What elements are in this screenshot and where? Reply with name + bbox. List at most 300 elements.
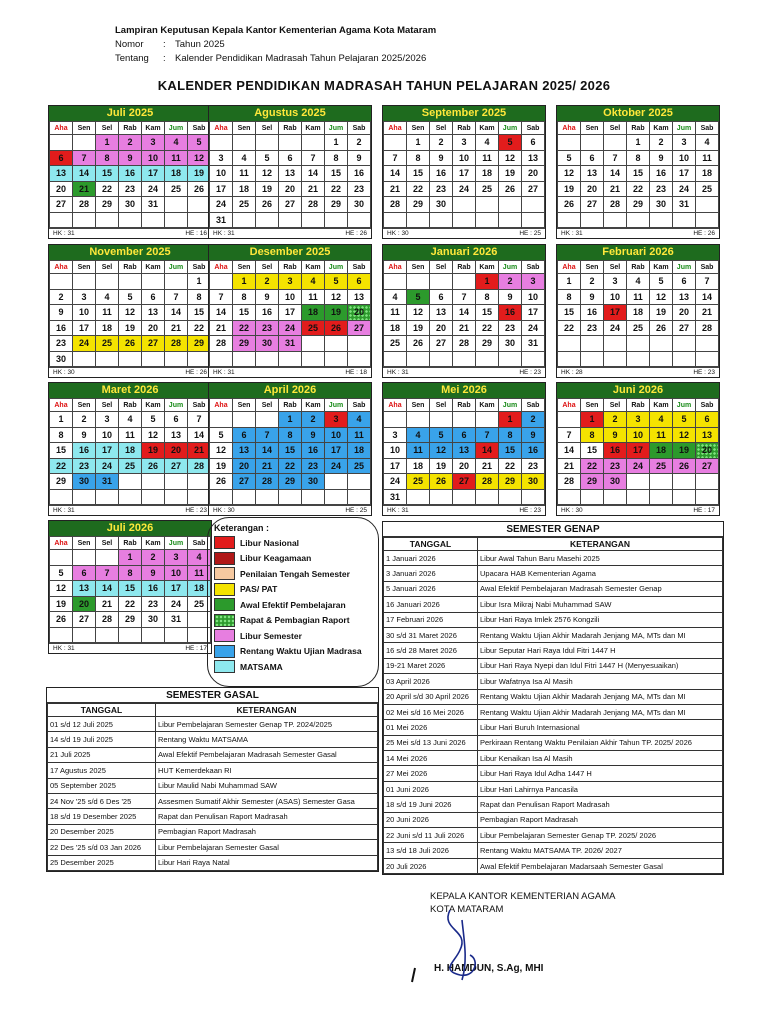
- day-cell: 29: [476, 336, 499, 352]
- day-cell: 14: [210, 305, 233, 321]
- day-cell: 19: [673, 443, 696, 459]
- description-cell: Rentang Waktu Ujian Akhir Madarah Jenjang MA, MTs dan MI: [478, 689, 723, 704]
- day-cell: 17: [96, 443, 119, 459]
- day-cell: 11: [233, 166, 256, 182]
- day-cell: [165, 274, 188, 290]
- day-cell: 7: [696, 274, 719, 290]
- day-cell: 28: [476, 474, 499, 490]
- nomor-value: Tahun 2025: [175, 39, 225, 50]
- day-cell: 7: [384, 150, 407, 166]
- day-cell: 27: [430, 336, 453, 352]
- day-cell: [325, 351, 348, 367]
- day-cell: 4: [233, 150, 256, 166]
- description-cell: Pembagian Raport Madrasah: [156, 824, 378, 839]
- day-cell: [453, 489, 476, 505]
- day-header: Sel: [430, 399, 453, 412]
- day-cell: 5: [407, 289, 430, 305]
- month-calendar: [382, 105, 546, 239]
- day-cell: 24: [453, 181, 476, 197]
- table-row: [384, 643, 723, 658]
- day-cell: 11: [119, 427, 142, 443]
- day-cell: [696, 336, 719, 352]
- day-cell: [430, 212, 453, 228]
- day-cell: [522, 197, 545, 213]
- day-cell: 18: [119, 443, 142, 459]
- day-cell: 8: [581, 427, 604, 443]
- day-cell: 16: [348, 166, 371, 182]
- day-cell: 6: [348, 274, 371, 290]
- day-cell: 11: [188, 565, 211, 581]
- day-header: Jum: [499, 261, 522, 274]
- table-row: [384, 735, 723, 750]
- day-cell: 4: [696, 135, 719, 151]
- day-cell: 11: [476, 150, 499, 166]
- day-cell: 15: [325, 166, 348, 182]
- day-cell: 23: [604, 458, 627, 474]
- day-cell: [499, 351, 522, 367]
- day-cell: 7: [210, 289, 233, 305]
- day-header: Jum: [165, 399, 188, 412]
- date-cell: 14 Mei 2026: [384, 751, 478, 766]
- day-cell: 3: [279, 274, 302, 290]
- day-header: Sen: [73, 399, 96, 412]
- hk-count: HK : 31: [53, 507, 75, 514]
- day-cell: [279, 212, 302, 228]
- day-cell: 26: [50, 612, 73, 628]
- day-cell: 19: [50, 596, 73, 612]
- document-header: Lampiran Keputusan Kepala Kantor Kementerian Agama Kota Mataram Nomor : Tahun 2025 Tentang : Kalender Pendidikan Madrasah Tahun Pelajaran 2025/2026: [115, 25, 437, 64]
- day-cell: 17: [453, 166, 476, 182]
- day-cell: [407, 351, 430, 367]
- day-cell: 4: [165, 135, 188, 151]
- day-cell: 28: [165, 336, 188, 352]
- day-header: Jum: [673, 399, 696, 412]
- day-cell: 20: [165, 443, 188, 459]
- day-cell: 30: [650, 197, 673, 213]
- day-cell: 4: [407, 427, 430, 443]
- day-cell: 7: [604, 150, 627, 166]
- day-header: Aha: [50, 399, 73, 412]
- month-calendar: [48, 105, 212, 239]
- legend-swatch: [214, 583, 235, 596]
- day-cell: 7: [96, 565, 119, 581]
- day-cell: 31: [142, 197, 165, 213]
- description-cell: Perkiraan Rentang Waktu Penilaian Akhir Tahun TP. 2025/ 2026: [478, 735, 723, 750]
- table-row: [384, 612, 723, 627]
- day-cell: [96, 274, 119, 290]
- day-header: Jum: [499, 399, 522, 412]
- day-cell: 18: [302, 305, 325, 321]
- day-cell: 18: [627, 305, 650, 321]
- day-cell: 26: [673, 458, 696, 474]
- day-cell: [581, 336, 604, 352]
- day-cell: [581, 351, 604, 367]
- day-cell: [142, 351, 165, 367]
- day-cell: 7: [558, 427, 581, 443]
- day-cell: [50, 212, 73, 228]
- day-cell: 14: [604, 166, 627, 182]
- day-cell: 22: [627, 181, 650, 197]
- day-header: Kam: [142, 261, 165, 274]
- day-cell: [522, 212, 545, 228]
- day-cell: [558, 489, 581, 505]
- day-cell: 21: [476, 458, 499, 474]
- day-cell: 2: [119, 135, 142, 151]
- day-cell: 9: [499, 289, 522, 305]
- day-cell: 12: [188, 150, 211, 166]
- day-cell: 17: [165, 581, 188, 597]
- month-calendar: [208, 244, 372, 378]
- day-cell: 19: [256, 181, 279, 197]
- day-cell: 17: [142, 166, 165, 182]
- day-cell: [348, 212, 371, 228]
- day-cell: 19: [430, 458, 453, 474]
- day-cell: 18: [188, 581, 211, 597]
- date-cell: 03 April 2026: [384, 674, 478, 689]
- day-cell: 1: [233, 274, 256, 290]
- day-cell: 8: [627, 150, 650, 166]
- he-count: HE : 26: [185, 369, 207, 376]
- hk-count: HK : 31: [387, 369, 409, 376]
- day-cell: 8: [407, 150, 430, 166]
- day-cell: [650, 489, 673, 505]
- day-header: Sen: [73, 122, 96, 135]
- day-cell: 28: [384, 197, 407, 213]
- day-cell: 30: [142, 612, 165, 628]
- day-cell: 31: [522, 336, 545, 352]
- he-count: HE : 25: [345, 507, 367, 514]
- day-cell: 3: [325, 412, 348, 428]
- day-header: Sen: [407, 261, 430, 274]
- day-cell: [256, 351, 279, 367]
- day-cell: 3: [453, 135, 476, 151]
- day-cell: 2: [50, 289, 73, 305]
- day-cell: [119, 627, 142, 643]
- day-cell: [73, 212, 96, 228]
- day-cell: [384, 412, 407, 428]
- day-cell: 13: [581, 166, 604, 182]
- day-cell: [302, 351, 325, 367]
- day-header: Rab: [453, 261, 476, 274]
- day-cell: 11: [650, 427, 673, 443]
- day-cell: [696, 489, 719, 505]
- month-name: Oktober 2025: [557, 106, 719, 121]
- day-cell: 10: [453, 150, 476, 166]
- day-cell: 14: [696, 289, 719, 305]
- day-cell: 26: [119, 336, 142, 352]
- day-cell: [325, 474, 348, 490]
- day-cell: 26: [558, 197, 581, 213]
- date-cell: 3 Januari 2026: [384, 566, 478, 581]
- day-cell: 7: [165, 289, 188, 305]
- date-cell: 22 Juni s/d 11 Juli 2026: [384, 828, 478, 843]
- day-cell: 9: [430, 150, 453, 166]
- hk-count: HK : 30: [561, 507, 583, 514]
- legend-swatch: [214, 536, 235, 549]
- day-cell: [558, 135, 581, 151]
- day-cell: 14: [73, 166, 96, 182]
- day-cell: 16: [604, 443, 627, 459]
- day-cell: [430, 489, 453, 505]
- hk-count: HK : 31: [213, 369, 235, 376]
- day-cell: [430, 274, 453, 290]
- day-header: Sen: [73, 261, 96, 274]
- date-cell: 5 Januari 2026: [384, 581, 478, 596]
- day-cell: 10: [604, 289, 627, 305]
- month-calendar: [208, 382, 372, 516]
- day-cell: 21: [188, 443, 211, 459]
- day-cell: 27: [581, 197, 604, 213]
- day-cell: 21: [302, 181, 325, 197]
- day-cell: 23: [119, 181, 142, 197]
- day-cell: 20: [50, 181, 73, 197]
- day-cell: 7: [476, 427, 499, 443]
- table-row: [384, 781, 723, 796]
- day-cell: 1: [188, 274, 211, 290]
- day-cell: 13: [696, 427, 719, 443]
- day-cell: 13: [453, 443, 476, 459]
- description-cell: Libur Hari Lahirnya Pancasila: [478, 781, 723, 796]
- date-cell: 01 s/d 12 Juli 2025: [48, 717, 156, 732]
- day-cell: 29: [279, 474, 302, 490]
- day-cell: 1: [581, 412, 604, 428]
- day-cell: [558, 336, 581, 352]
- day-cell: [430, 412, 453, 428]
- day-cell: 12: [325, 289, 348, 305]
- day-cell: 3: [96, 412, 119, 428]
- day-cell: 2: [256, 274, 279, 290]
- day-header: Sen: [233, 261, 256, 274]
- day-cell: 14: [453, 305, 476, 321]
- day-cell: [119, 474, 142, 490]
- day-cell: 1: [627, 135, 650, 151]
- day-cell: 19: [142, 443, 165, 459]
- day-cell: [407, 212, 430, 228]
- description-cell: Libur Kenaikan Isa Al Masih: [478, 751, 723, 766]
- day-header: Aha: [558, 399, 581, 412]
- day-cell: 10: [627, 427, 650, 443]
- day-cell: 12: [119, 305, 142, 321]
- hk-count: HK : 31: [53, 645, 75, 652]
- table-row: [48, 840, 378, 855]
- day-cell: 14: [384, 166, 407, 182]
- day-cell: 17: [279, 305, 302, 321]
- he-count: HE : 26: [693, 230, 715, 237]
- hk-count: HK : 31: [561, 230, 583, 237]
- day-cell: [233, 351, 256, 367]
- day-cell: [673, 489, 696, 505]
- day-cell: 19: [407, 320, 430, 336]
- day-cell: 21: [96, 596, 119, 612]
- day-cell: 6: [673, 274, 696, 290]
- month-calendar: [382, 244, 546, 378]
- day-header: Kam: [476, 399, 499, 412]
- day-cell: 12: [407, 305, 430, 321]
- day-cell: [384, 212, 407, 228]
- day-header: Sab: [522, 122, 545, 135]
- description-cell: Pembagian Raport Madrasah: [478, 812, 723, 827]
- legend-label: PAS/ PAT: [240, 584, 278, 595]
- day-cell: 14: [188, 427, 211, 443]
- day-cell: 6: [522, 135, 545, 151]
- day-header: Sab: [696, 399, 719, 412]
- legend-item: [214, 628, 372, 644]
- day-cell: [476, 412, 499, 428]
- day-cell: 27: [279, 197, 302, 213]
- day-cell: 19: [499, 166, 522, 182]
- table-row: [48, 855, 378, 870]
- day-cell: 6: [233, 427, 256, 443]
- day-header: Jum: [673, 261, 696, 274]
- day-cell: [325, 212, 348, 228]
- date-cell: 30 s/d 31 Maret 2026: [384, 627, 478, 642]
- day-cell: [302, 489, 325, 505]
- day-cell: 16: [142, 581, 165, 597]
- day-cell: 15: [188, 305, 211, 321]
- description-cell: Rentang Waktu MATSAMA TP. 2026/ 2027: [478, 843, 723, 858]
- day-cell: [627, 489, 650, 505]
- day-cell: [142, 474, 165, 490]
- description-cell: Upacara HAB Kementerian Agama: [478, 566, 723, 581]
- day-cell: [233, 412, 256, 428]
- table-row: [48, 778, 378, 793]
- handwritten-signature: [400, 900, 520, 990]
- day-cell: 21: [453, 320, 476, 336]
- date-cell: 22 Des '25 s/d 03 Jan 2026: [48, 840, 156, 855]
- day-cell: 16: [522, 443, 545, 459]
- day-cell: 5: [256, 150, 279, 166]
- day-cell: 2: [522, 412, 545, 428]
- day-cell: [604, 351, 627, 367]
- day-cell: 9: [581, 289, 604, 305]
- day-header: Rab: [627, 261, 650, 274]
- day-cell: [165, 627, 188, 643]
- day-cell: 26: [188, 181, 211, 197]
- table-row: [384, 812, 723, 827]
- day-cell: 24: [627, 458, 650, 474]
- day-cell: 15: [581, 443, 604, 459]
- day-cell: 1: [499, 412, 522, 428]
- day-cell: [73, 550, 96, 566]
- table-row: [384, 581, 723, 596]
- day-cell: 16: [73, 443, 96, 459]
- day-cell: 27: [673, 320, 696, 336]
- day-cell: 18: [407, 458, 430, 474]
- day-cell: 27: [522, 181, 545, 197]
- day-cell: [233, 489, 256, 505]
- month-name: Juli 2025: [49, 106, 211, 121]
- day-cell: 3: [604, 274, 627, 290]
- day-cell: [50, 489, 73, 505]
- month-calendar: [556, 105, 720, 239]
- day-header: Aha: [210, 261, 233, 274]
- day-cell: 25: [476, 181, 499, 197]
- day-cell: 8: [96, 150, 119, 166]
- table-row: [384, 551, 723, 566]
- day-header: Sel: [604, 261, 627, 274]
- day-cell: [522, 351, 545, 367]
- day-cell: 3: [210, 150, 233, 166]
- table-row: [384, 751, 723, 766]
- day-cell: 20: [696, 443, 719, 459]
- day-cell: [627, 212, 650, 228]
- day-cell: [165, 212, 188, 228]
- day-cell: [453, 351, 476, 367]
- day-cell: [407, 274, 430, 290]
- legend-item: [214, 566, 372, 582]
- day-cell: 15: [627, 166, 650, 182]
- day-cell: [476, 212, 499, 228]
- day-cell: [604, 489, 627, 505]
- day-cell: 5: [142, 412, 165, 428]
- description-cell: Rentang Waktu Ujian Akhir Madarah Jenjang MA, MTs dan MI: [478, 704, 723, 719]
- day-cell: 16: [256, 305, 279, 321]
- description-cell: Libur Wafatnya Isa Al Masih: [478, 674, 723, 689]
- day-header: Jum: [673, 122, 696, 135]
- day-cell: 27: [50, 197, 73, 213]
- day-cell: 22: [476, 320, 499, 336]
- day-cell: 16: [302, 443, 325, 459]
- day-cell: 20: [348, 305, 371, 321]
- day-cell: [476, 197, 499, 213]
- day-cell: [165, 474, 188, 490]
- day-cell: 18: [650, 443, 673, 459]
- day-header: Aha: [50, 261, 73, 274]
- legend-item: [214, 644, 372, 660]
- day-cell: 5: [50, 565, 73, 581]
- gasal-col-keterangan: KETERANGAN: [156, 704, 378, 717]
- day-cell: [407, 489, 430, 505]
- day-cell: [453, 197, 476, 213]
- description-cell: Libur Awal Tahun Baru Masehi 2025: [478, 551, 723, 566]
- day-cell: [348, 351, 371, 367]
- day-header: Kam: [650, 399, 673, 412]
- day-cell: 7: [188, 412, 211, 428]
- day-cell: 23: [302, 458, 325, 474]
- day-cell: 6: [50, 150, 73, 166]
- day-header: Sab: [696, 122, 719, 135]
- day-cell: [673, 351, 696, 367]
- day-header: Sel: [256, 122, 279, 135]
- day-cell: 24: [604, 320, 627, 336]
- day-cell: 21: [165, 320, 188, 336]
- legend-swatch: [214, 598, 235, 611]
- day-header: Aha: [50, 122, 73, 135]
- day-header: Sen: [73, 537, 96, 550]
- day-cell: 28: [210, 336, 233, 352]
- table-row: [384, 720, 723, 735]
- day-cell: 10: [210, 166, 233, 182]
- day-cell: 23: [50, 336, 73, 352]
- hk-count: HK : 30: [387, 230, 409, 237]
- day-cell: 29: [325, 197, 348, 213]
- date-cell: 17 Agustus 2025: [48, 763, 156, 778]
- day-cell: 6: [581, 150, 604, 166]
- day-cell: 4: [348, 412, 371, 428]
- date-cell: 20 Desember 2025: [48, 824, 156, 839]
- day-cell: 5: [210, 427, 233, 443]
- day-cell: 24: [165, 596, 188, 612]
- month-calendar: [48, 520, 212, 654]
- day-cell: 23: [430, 181, 453, 197]
- day-cell: 2: [650, 135, 673, 151]
- day-cell: 3: [165, 550, 188, 566]
- day-cell: 11: [627, 289, 650, 305]
- day-header: Sel: [604, 122, 627, 135]
- day-cell: [581, 489, 604, 505]
- day-cell: 18: [384, 320, 407, 336]
- day-cell: [210, 274, 233, 290]
